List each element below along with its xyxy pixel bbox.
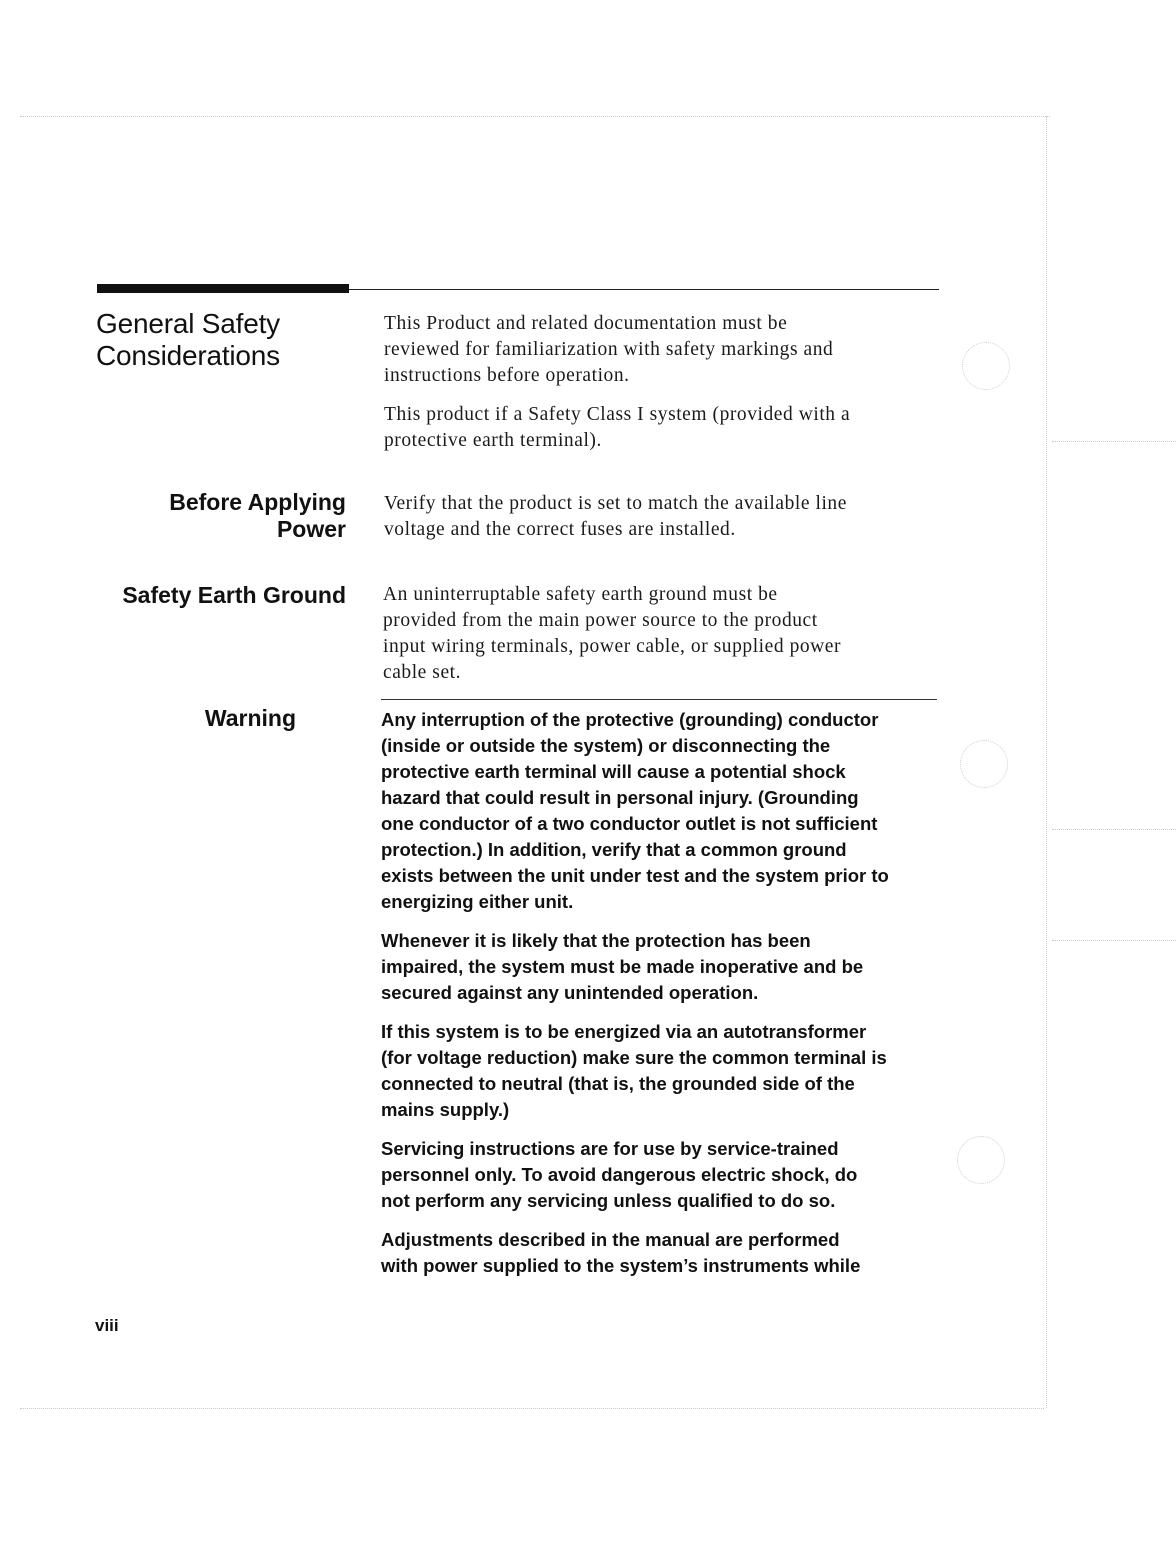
warning-paragraph-1 xyxy=(381,707,941,915)
text-line: personnel only. To avoid dangerous electric shock, do xyxy=(381,1164,858,1185)
text-line: impaired, the system must be made inoperative and be xyxy=(381,956,864,977)
text-line: This Product and related documentation must be xyxy=(384,313,788,334)
page-edge-top xyxy=(20,116,1050,117)
text-line: Verify that the product is set to match the available line xyxy=(384,493,847,514)
section-title-safety-earth-ground: Safety Earth Ground xyxy=(122,582,346,608)
punch-hole xyxy=(960,740,1008,788)
side-tick xyxy=(1052,829,1176,830)
text-line: Any interruption of the protective (grounding) conductor xyxy=(381,709,879,730)
section-title-before-applying-power xyxy=(60,489,346,543)
text-line: (for voltage reduction) make sure the common terminal is xyxy=(381,1047,887,1068)
punch-hole xyxy=(957,1136,1005,1184)
section-title-warning: Warning xyxy=(204,705,296,731)
title-line: Power xyxy=(276,516,346,542)
text-line: secured against any unintended operation. xyxy=(381,982,759,1003)
text-line: mains supply.) xyxy=(381,1099,510,1120)
section-title-general-safety xyxy=(96,308,356,372)
warning-rule xyxy=(381,699,937,700)
text-line: protection.) In addition, verify that a common ground xyxy=(381,839,847,860)
text-line: not perform any servicing unless qualified to do so. xyxy=(381,1190,836,1211)
text-line: instructions before operation. xyxy=(384,365,630,386)
text-line: energizing either unit. xyxy=(381,891,574,912)
text-line: voltage and the correct fuses are installed. xyxy=(384,519,736,540)
text-line: reviewed for familiarization with safety markings and xyxy=(384,339,834,360)
title-line: Before Applying xyxy=(169,489,346,515)
section-rule-thick xyxy=(97,284,349,293)
text-line: provided from the main power source to the product xyxy=(383,610,818,631)
text-line: If this system is to be energized via an autotransformer xyxy=(381,1021,867,1042)
page-number: viii xyxy=(95,1316,119,1335)
text-line: hazard that could result in personal injury. (Grounding xyxy=(381,787,859,808)
punch-hole xyxy=(962,342,1010,390)
text-line: connected to neutral (that is, the grounded side of the xyxy=(381,1073,855,1094)
text-line: Whenever it is likely that the protection has been xyxy=(381,930,811,951)
text-line: An uninterruptable safety earth ground must be xyxy=(383,584,778,605)
text-line: protective earth terminal will cause a potential shock xyxy=(381,761,846,782)
page-edge-bottom xyxy=(20,1408,1044,1409)
general-safety-paragraph-1 xyxy=(384,311,944,389)
before-applying-power-paragraph xyxy=(384,491,944,543)
warning-paragraph-4 xyxy=(381,1136,941,1214)
text-line: input wiring terminals, power cable, or supplied power xyxy=(383,636,842,657)
text-line: with power supplied to the system’s instruments while xyxy=(381,1255,861,1276)
general-safety-paragraph-2 xyxy=(384,402,944,454)
text-line: one conductor of a two conductor outlet is not sufficient xyxy=(381,813,878,834)
side-tick xyxy=(1052,940,1176,941)
warning-paragraph-5 xyxy=(381,1227,941,1279)
page-edge-right xyxy=(1046,116,1047,1408)
title-line: General Safety xyxy=(96,308,280,339)
text-line: Servicing instructions are for use by service-trained xyxy=(381,1138,839,1159)
text-line: cable set. xyxy=(383,662,462,683)
warning-paragraph-3 xyxy=(381,1019,941,1123)
section-rule-thin xyxy=(349,289,939,290)
text-line: (inside or outside the system) or disconnecting the xyxy=(381,735,831,756)
text-line: protective earth terminal). xyxy=(384,430,602,451)
text-line: exists between the unit under test and the system prior to xyxy=(381,865,889,886)
text-line: Adjustments described in the manual are performed xyxy=(381,1229,840,1250)
side-tick xyxy=(1052,441,1176,442)
safety-earth-ground-paragraph xyxy=(383,582,943,686)
warning-paragraph-2 xyxy=(381,928,941,1006)
title-line: Considerations xyxy=(96,340,280,371)
text-line: This product if a Safety Class I system (provided with a xyxy=(384,404,851,425)
